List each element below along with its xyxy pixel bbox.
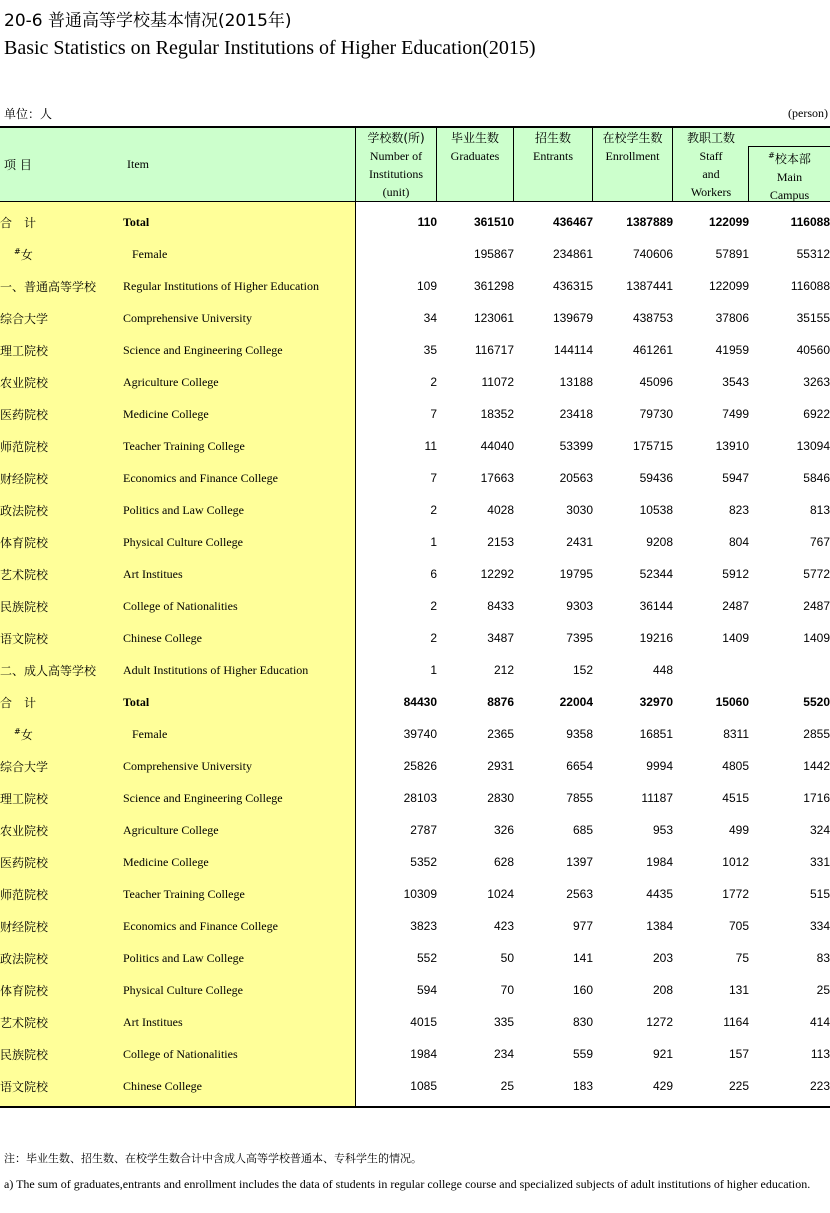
data-table	[0, 206, 830, 1102]
row-label-en: Science and Engineering College	[123, 790, 283, 805]
row-label-cn: 理工院校	[0, 791, 49, 806]
cell-enrollment: 461261	[632, 343, 673, 357]
cell-institutions: 7	[430, 407, 437, 421]
table-row	[0, 750, 830, 782]
row-label-en: Economics and Finance College	[123, 470, 278, 485]
cell-enrollment: 740606	[632, 247, 673, 261]
cell-graduates: 3487	[487, 631, 514, 645]
cell-entrants: 139679	[552, 311, 593, 325]
cell-enrollment: 175715	[632, 439, 673, 453]
cell-entrants: 2431	[566, 535, 593, 549]
cell-entrants: 830	[572, 1015, 593, 1029]
cell-institutions: 110	[417, 215, 437, 229]
cell-graduates: 70	[500, 983, 514, 997]
cell-main: 2487	[803, 599, 830, 613]
table-row	[0, 334, 830, 366]
cell-entrants: 13188	[559, 375, 593, 389]
row-label-en: Medicine College	[123, 854, 209, 869]
table-row	[0, 526, 830, 558]
cell-enrollment: 429	[652, 1079, 673, 1093]
table-row	[0, 398, 830, 430]
row-label-cn: 综合大学	[0, 759, 49, 774]
row-label-en: Science and Engineering College	[123, 342, 283, 357]
cell-institutions: 4015	[410, 1015, 437, 1029]
cell-entrants: 9303	[566, 599, 593, 613]
cell-entrants: 685	[572, 823, 593, 837]
cell-entrants: 7855	[566, 791, 593, 805]
unit-label-cn: 单位：人	[4, 107, 53, 121]
row-label-cn: 财经院校	[0, 471, 49, 486]
cell-graduates: 18352	[480, 407, 514, 421]
cell-main: 1716	[803, 791, 830, 805]
row-label-cn: 民族院校	[0, 1047, 49, 1062]
cell-institutions: 5352	[410, 855, 437, 869]
cell-staff: 5947	[722, 471, 749, 485]
cell-graduates: 361510	[473, 215, 514, 229]
cell-graduates: 326	[493, 823, 514, 837]
cell-institutions: 594	[416, 983, 437, 997]
cell-main: 324	[809, 823, 830, 837]
cell-enrollment: 16851	[639, 727, 673, 741]
cell-staff: 15060	[715, 695, 749, 709]
row-label-en: Economics and Finance College	[123, 918, 278, 933]
cell-enrollment: 45096	[639, 375, 673, 389]
cell-staff: 2487	[722, 599, 749, 613]
cell-institutions: 2787	[410, 823, 437, 837]
table-row	[0, 910, 830, 942]
cell-institutions: 10309	[403, 887, 437, 901]
row-label-en: Female	[132, 726, 168, 741]
cell-entrants: 6654	[566, 759, 593, 773]
cell-enrollment: 448	[652, 663, 673, 677]
cell-main: 25	[816, 983, 830, 997]
cell-graduates: 2830	[487, 791, 514, 805]
cell-entrants: 2563	[566, 887, 593, 901]
row-label-cn: 一、普通高等学校	[0, 279, 97, 294]
row-label-en: Chinese College	[123, 1078, 202, 1093]
cell-graduates: 25	[500, 1079, 514, 1093]
row-label-en: Agriculture College	[123, 374, 219, 389]
cell-enrollment: 36144	[639, 599, 673, 613]
cell-staff: 8311	[723, 727, 749, 741]
row-label-en: Teacher Training College	[123, 438, 245, 453]
row-label-cn: 语文院校	[0, 1079, 49, 1094]
table-row	[0, 654, 830, 686]
cell-graduates: 11072	[481, 375, 514, 389]
cell-staff: 57891	[715, 247, 749, 261]
cell-entrants: 141	[572, 951, 593, 965]
page-title-cn: 20-6 普通高等学校基本情况(2015年)	[4, 11, 292, 31]
table-bottom-rule	[0, 1106, 830, 1108]
unit-label-en: (person)	[788, 106, 828, 120]
row-label-cn: 语文院校	[0, 631, 49, 646]
table-row	[0, 974, 830, 1006]
cell-enrollment: 4435	[646, 887, 673, 901]
cell-main	[749, 654, 830, 686]
table-row	[0, 1038, 830, 1070]
cell-main: 813	[809, 503, 830, 517]
row-label-en: Medicine College	[123, 406, 209, 421]
cell-entrants: 183	[572, 1079, 593, 1093]
cell-main: 83	[816, 951, 830, 965]
header-entrants: 招生数 Entrants	[533, 131, 573, 163]
cell-graduates: 17663	[480, 471, 514, 485]
cell-institutions: 3823	[410, 919, 437, 933]
row-label-en: Total	[123, 694, 150, 709]
row-label-cn: 民族院校	[0, 599, 49, 614]
cell-enrollment: 79730	[639, 407, 673, 421]
cell-entrants: 436467	[552, 215, 593, 229]
table-row	[0, 494, 830, 526]
cell-institutions: 552	[416, 951, 437, 965]
header-staff: 教职工数 Staff and Workers	[686, 131, 735, 199]
cell-institutions: 25826	[403, 759, 437, 773]
cell-graduates: 8433	[487, 599, 514, 613]
header-bottom-rule	[0, 201, 830, 202]
cell-main: 3263	[803, 375, 830, 389]
cell-staff	[673, 654, 749, 686]
cell-graduates: 50	[500, 951, 514, 965]
header-institutions: 学校数(所) Number of Institutions (unit)	[367, 131, 425, 199]
cell-main: 113	[810, 1047, 830, 1061]
row-label-en: Physical Culture College	[123, 534, 243, 549]
table-row	[0, 686, 830, 718]
cell-main: 35155	[796, 311, 830, 325]
cell-enrollment: 1387889	[626, 215, 673, 229]
cell-staff: 7499	[722, 407, 749, 421]
footnote-en: a) The sum of graduates,entrants and enrollment includes the data of students in regular college course and specialized subjects of adult institutions of higher education.	[4, 1177, 811, 1191]
cell-staff: 1164	[723, 1015, 749, 1029]
cell-graduates: 2365	[487, 727, 514, 741]
row-label-cn: 政法院校	[0, 503, 49, 518]
cell-institutions: 28103	[403, 791, 437, 805]
row-label-en: College of Nationalities	[123, 598, 238, 613]
table-row	[0, 942, 830, 974]
cell-main: 331	[809, 855, 830, 869]
cell-graduates: 195867	[473, 247, 514, 261]
cell-staff: 122099	[708, 279, 749, 293]
row-label-cn: 体育院校	[0, 535, 49, 550]
cell-staff: 1772	[722, 887, 749, 901]
table-row	[0, 878, 830, 910]
row-label-cn: 农业院校	[0, 375, 49, 390]
row-label-en: Comprehensive University	[123, 758, 252, 773]
row-label-en: Politics and Law College	[123, 950, 244, 965]
row-label-cn: 财经院校	[0, 919, 49, 934]
cell-enrollment: 203	[652, 951, 673, 965]
cell-graduates: 12292	[480, 567, 514, 581]
row-label-en: Adult Institutions of Higher Education	[123, 662, 309, 677]
cell-institutions: 1	[430, 535, 437, 549]
cell-main: 515	[809, 887, 830, 901]
cell-staff: 75	[735, 951, 749, 965]
cell-enrollment: 921	[652, 1047, 673, 1061]
cell-main: 767	[809, 535, 830, 549]
cell-enrollment: 1387441	[626, 279, 673, 293]
cell-staff: 1012	[722, 855, 749, 869]
cell-entrants: 7395	[566, 631, 593, 645]
cell-main: 223	[809, 1079, 830, 1093]
row-label-en: Physical Culture College	[123, 982, 243, 997]
row-label-cn: 艺术院校	[0, 567, 49, 582]
row-label-cn: 二、成人高等学校	[0, 663, 97, 678]
cell-graduates: 123061	[473, 311, 514, 325]
cell-enrollment: 438753	[632, 311, 673, 325]
cell-institutions: 109	[416, 279, 437, 293]
cell-enrollment: 9994	[646, 759, 673, 773]
row-label-cn: 农业院校	[0, 823, 49, 838]
row-label-en: Art Institues	[123, 566, 183, 581]
cell-institutions: 1984	[410, 1047, 437, 1061]
cell-graduates: 2931	[487, 759, 514, 773]
table-row	[0, 302, 830, 334]
table-row	[0, 270, 830, 302]
cell-institutions: 2	[430, 503, 437, 517]
cell-entrants: 3030	[566, 503, 593, 517]
table-top-rule	[0, 126, 830, 128]
cell-graduates: 234	[493, 1047, 514, 1061]
row-label-en: Total	[123, 214, 150, 229]
cell-graduates: 1024	[487, 887, 514, 901]
header-item-cn: 项 目	[4, 158, 32, 172]
cell-entrants: 22004	[559, 695, 593, 709]
cell-main: 5846	[803, 471, 830, 485]
cell-graduates: 44040	[480, 439, 514, 453]
cell-graduates: 628	[493, 855, 514, 869]
cell-enrollment: 10538	[639, 503, 673, 517]
row-label-cn: 合 计	[0, 695, 37, 710]
cell-main: 6922	[803, 407, 830, 421]
cell-staff: 823	[728, 503, 749, 517]
cell-entrants: 234861	[552, 247, 593, 261]
cell-staff: 5912	[722, 567, 749, 581]
cell-graduates: 423	[493, 919, 514, 933]
cell-staff: 4805	[722, 759, 749, 773]
cell-entrants: 23418	[559, 407, 593, 421]
cell-enrollment: 52344	[639, 567, 673, 581]
table-row	[0, 814, 830, 846]
table-row	[0, 366, 830, 398]
table-row	[0, 846, 830, 878]
cell-institutions: 2	[430, 599, 437, 613]
cell-institutions	[356, 238, 437, 270]
table-row	[0, 718, 830, 750]
row-label-en: Female	[132, 246, 168, 261]
cell-graduates: 4028	[487, 503, 514, 517]
cell-main: 2855	[803, 727, 830, 741]
row-label-en: Politics and Law College	[123, 502, 244, 517]
row-label-cn: 综合大学	[0, 311, 49, 326]
cell-staff: 3543	[722, 375, 749, 389]
cell-main: 116088	[790, 215, 830, 229]
cell-staff: 122099	[708, 215, 749, 229]
cell-institutions: 7	[430, 471, 437, 485]
cell-main: 5772	[803, 567, 830, 581]
table-row	[0, 1006, 830, 1038]
table-row	[0, 590, 830, 622]
cell-staff: 804	[728, 535, 749, 549]
row-label-cn: 艺术院校	[0, 1015, 49, 1030]
header-main-campus: #校本部 Main Campus	[768, 151, 811, 202]
row-label-en: College of Nationalities	[123, 1046, 238, 1061]
table-row	[0, 622, 830, 654]
cell-institutions: 34	[423, 311, 437, 325]
row-label-en: Regular Institutions of Higher Education	[123, 278, 319, 293]
row-label-cn: 师范院校	[0, 887, 49, 902]
cell-enrollment: 11187	[641, 791, 673, 805]
row-label-en: Teacher Training College	[123, 886, 245, 901]
cell-staff: 13910	[715, 439, 749, 453]
cell-main: 1409	[803, 631, 830, 645]
cell-institutions: 1085	[410, 1079, 437, 1093]
cell-staff: 4515	[722, 791, 749, 805]
cell-staff: 1409	[722, 631, 749, 645]
cell-entrants: 559	[572, 1047, 593, 1061]
cell-entrants: 20563	[559, 471, 593, 485]
row-label-cn: #女	[14, 246, 33, 262]
cell-entrants: 19795	[559, 567, 593, 581]
cell-entrants: 9358	[566, 727, 593, 741]
cell-enrollment: 19216	[639, 631, 673, 645]
table-row	[0, 238, 830, 270]
cell-entrants: 53399	[559, 439, 593, 453]
cell-graduates: 335	[493, 1015, 514, 1029]
cell-enrollment: 59436	[639, 471, 673, 485]
cell-institutions: 84430	[403, 695, 437, 709]
cell-enrollment: 953	[652, 823, 673, 837]
page-title-en: Basic Statistics on Regular Institutions of Higher Education(2015)	[4, 37, 536, 59]
table-row	[0, 558, 830, 590]
cell-entrants: 1397	[566, 855, 593, 869]
cell-entrants: 144114	[553, 343, 593, 357]
cell-entrants: 152	[572, 663, 593, 677]
cell-enrollment: 208	[652, 983, 673, 997]
cell-staff: 225	[728, 1079, 749, 1093]
cell-graduates: 361298	[473, 279, 514, 293]
row-label-cn: 政法院校	[0, 951, 49, 966]
cell-staff: 157	[728, 1047, 749, 1061]
cell-enrollment: 1984	[646, 855, 673, 869]
row-label-en: Agriculture College	[123, 822, 219, 837]
cell-enrollment: 9208	[646, 535, 673, 549]
cell-entrants: 436315	[552, 279, 593, 293]
cell-enrollment: 32970	[639, 695, 673, 709]
cell-institutions: 2	[430, 375, 437, 389]
cell-institutions: 2	[430, 631, 437, 645]
cell-staff: 499	[728, 823, 749, 837]
row-label-cn: 医药院校	[0, 407, 49, 422]
cell-institutions: 39740	[403, 727, 437, 741]
cell-staff: 705	[728, 919, 749, 933]
cell-institutions: 11	[424, 439, 437, 453]
cell-main: 414	[809, 1015, 830, 1029]
table-row	[0, 206, 830, 238]
cell-entrants: 977	[572, 919, 593, 933]
cell-main: 13094	[796, 439, 830, 453]
row-label-cn: #女	[14, 726, 33, 742]
cell-entrants: 160	[572, 983, 593, 997]
row-label-cn: 医药院校	[0, 855, 49, 870]
row-label-en: Art Institues	[123, 1014, 183, 1029]
row-label-en: Comprehensive University	[123, 310, 252, 325]
row-label-cn: 理工院校	[0, 343, 49, 358]
row-label-cn: 师范院校	[0, 439, 49, 454]
cell-main: 5520	[803, 695, 830, 709]
row-label-en: Chinese College	[123, 630, 202, 645]
header-item-en: Item	[127, 157, 149, 171]
cell-staff: 41959	[715, 343, 749, 357]
cell-institutions: 1	[430, 663, 437, 677]
cell-main: 116088	[790, 279, 830, 293]
cell-staff: 37806	[715, 311, 749, 325]
table-row	[0, 430, 830, 462]
table-row	[0, 462, 830, 494]
cell-main: 55312	[796, 247, 830, 261]
cell-graduates: 116717	[474, 343, 514, 357]
table-row	[0, 782, 830, 814]
cell-main: 40560	[796, 343, 830, 357]
cell-graduates: 2153	[487, 535, 514, 549]
header-enrollment: 在校学生数 Enrollment	[602, 131, 663, 163]
cell-graduates: 8876	[487, 695, 514, 709]
cell-institutions: 6	[430, 567, 437, 581]
cell-institutions: 35	[423, 343, 437, 357]
cell-graduates: 212	[493, 663, 514, 677]
cell-main: 334	[809, 919, 830, 933]
cell-staff: 131	[728, 983, 749, 997]
row-label-cn: 体育院校	[0, 983, 49, 998]
cell-enrollment: 1272	[646, 1015, 673, 1029]
row-label-cn: 合 计	[0, 215, 37, 230]
table-row	[0, 1070, 830, 1102]
header-graduates: 毕业生数 Graduates	[450, 131, 500, 163]
cell-main: 1442	[803, 759, 830, 773]
footnote-cn: 注：毕业生数、招生数、在校学生数合计中含成人高等学校普通本、专科学生的情况。	[4, 1152, 422, 1165]
cell-enrollment: 1384	[646, 919, 673, 933]
